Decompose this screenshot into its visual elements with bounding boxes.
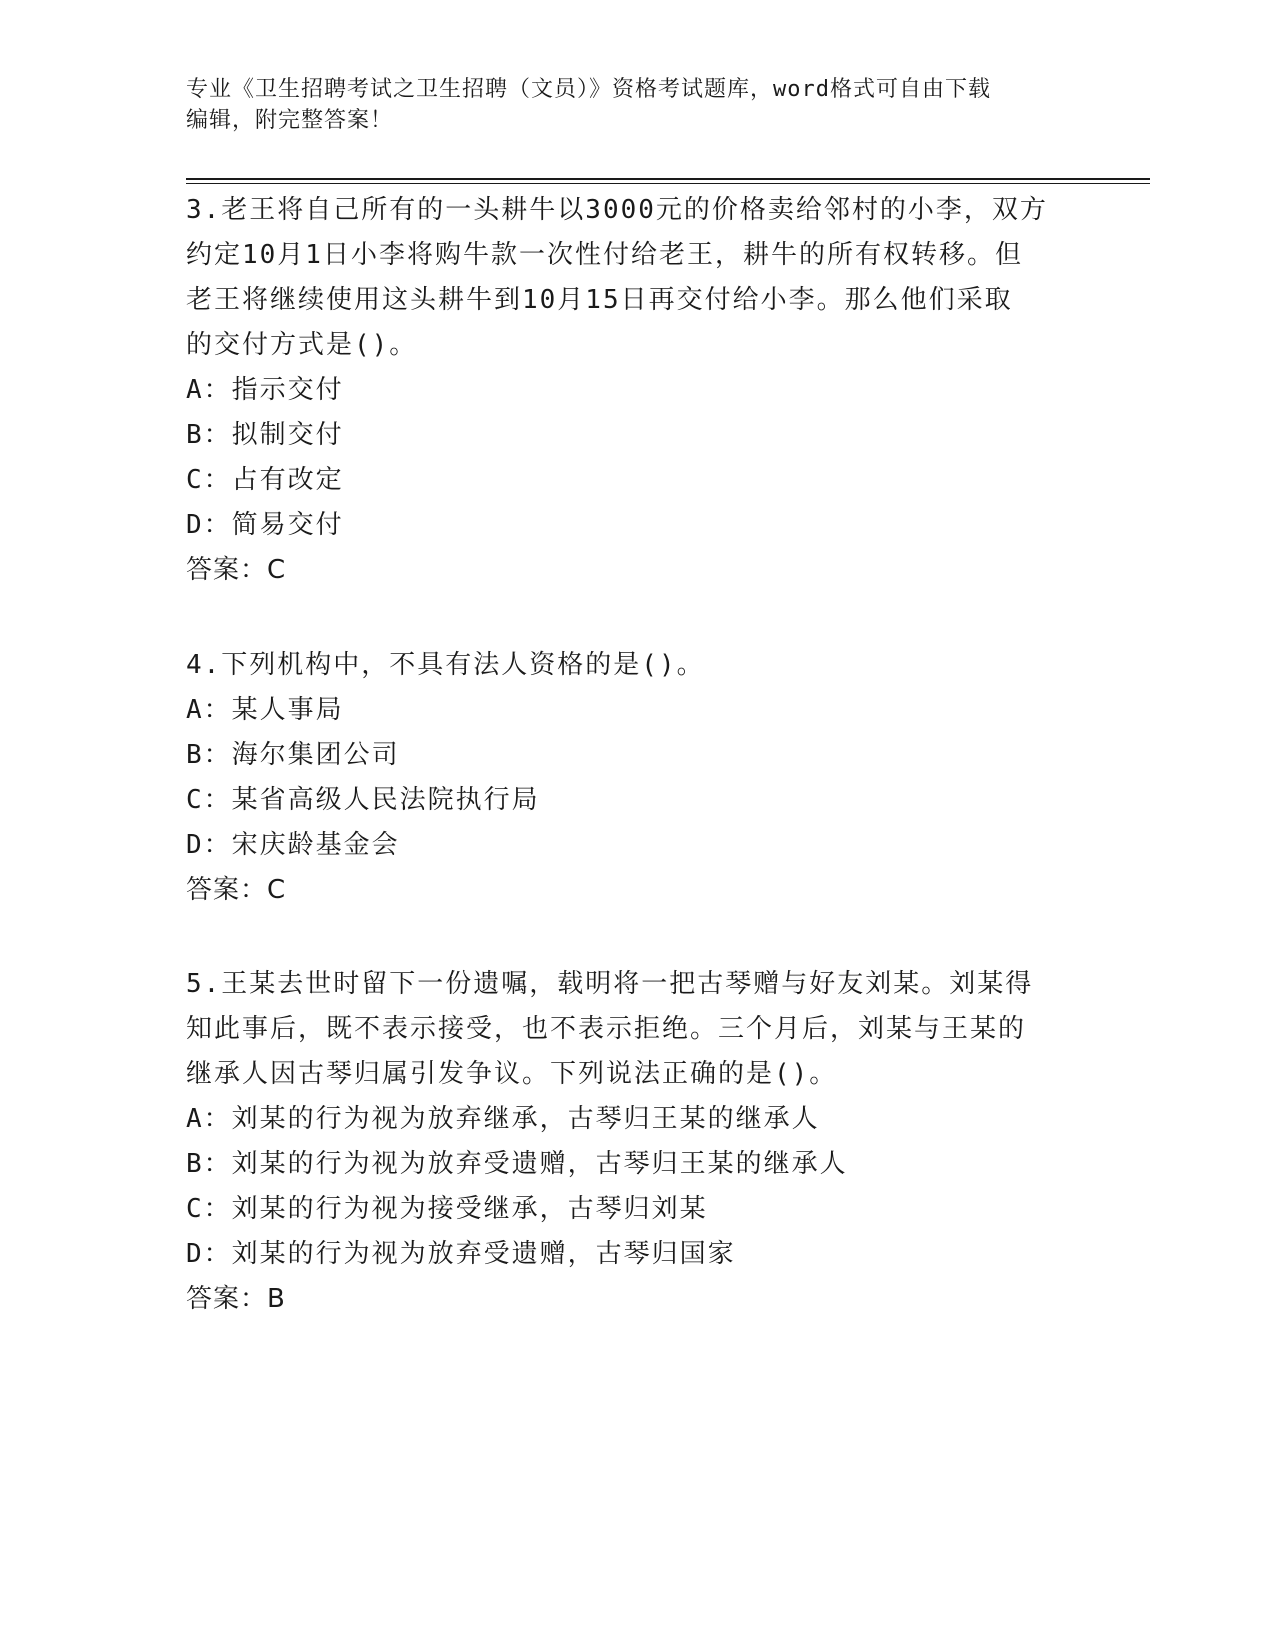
option-b: B：刘某的行为视为放弃受遗赠，古琴归王某的继承人 xyxy=(186,1149,848,1179)
header-divider-thin xyxy=(186,183,1150,184)
option-a: A：某人事局 xyxy=(186,695,344,725)
option-c: C：某省高级人民法院执行局 xyxy=(186,785,540,815)
option-a: A：指示交付 xyxy=(186,375,344,405)
question-stem-line: 知此事后，既不表示接受，也不表示拒绝。三个月后，刘某与王某的 xyxy=(186,1014,1027,1044)
option-a: A：刘某的行为视为放弃继承，古琴归王某的继承人 xyxy=(186,1104,820,1134)
option-c: C：刘某的行为视为接受继承，古琴归刘某 xyxy=(186,1194,708,1224)
header-divider-thick xyxy=(186,178,1150,180)
question-stem-line: 5.王某去世时留下一份遗嘱，载明将一把古琴赠与好友刘某。刘某得 xyxy=(186,969,1034,999)
option-b: B：拟制交付 xyxy=(186,420,344,450)
answer: 答案：C xyxy=(186,875,287,905)
question-stem-line: 老王将继续使用这头耕牛到10月15日再交付给小李。那么他们采取 xyxy=(186,285,1013,315)
question-stem-line: 4.下列机构中，不具有法人资格的是()。 xyxy=(186,650,705,680)
answer: 答案：B xyxy=(186,1284,286,1314)
question-stem-line: 3.老王将自己所有的一头耕牛以3000元的价格卖给邻村的小李，双方 xyxy=(186,195,1048,225)
option-d: D：刘某的行为视为放弃受遗赠，古琴归国家 xyxy=(186,1239,736,1269)
header-line-1: 专业《卫生招聘考试之卫生招聘（文员）》资格考试题库，word格式可自由下载 xyxy=(186,77,991,102)
header-line-2: 编辑，附完整答案！ xyxy=(186,108,394,133)
document-header xyxy=(186,74,1086,136)
answer: 答案：C xyxy=(186,555,287,585)
option-c: C：占有改定 xyxy=(186,465,344,495)
option-b: B：海尔集团公司 xyxy=(186,740,400,770)
option-d: D：简易交付 xyxy=(186,510,344,540)
question-4 xyxy=(186,643,1086,913)
question-3 xyxy=(186,188,1086,593)
question-stem-line: 约定10月1日小李将购牛款一次性付给老王，耕牛的所有权转移。但 xyxy=(186,240,1023,270)
option-d: D：宋庆龄基金会 xyxy=(186,830,400,860)
question-stem-line: 继承人因古琴归属引发争议。下列说法正确的是()。 xyxy=(186,1059,838,1089)
question-5 xyxy=(186,962,1086,1322)
question-stem-line: 的交付方式是()。 xyxy=(186,330,418,360)
